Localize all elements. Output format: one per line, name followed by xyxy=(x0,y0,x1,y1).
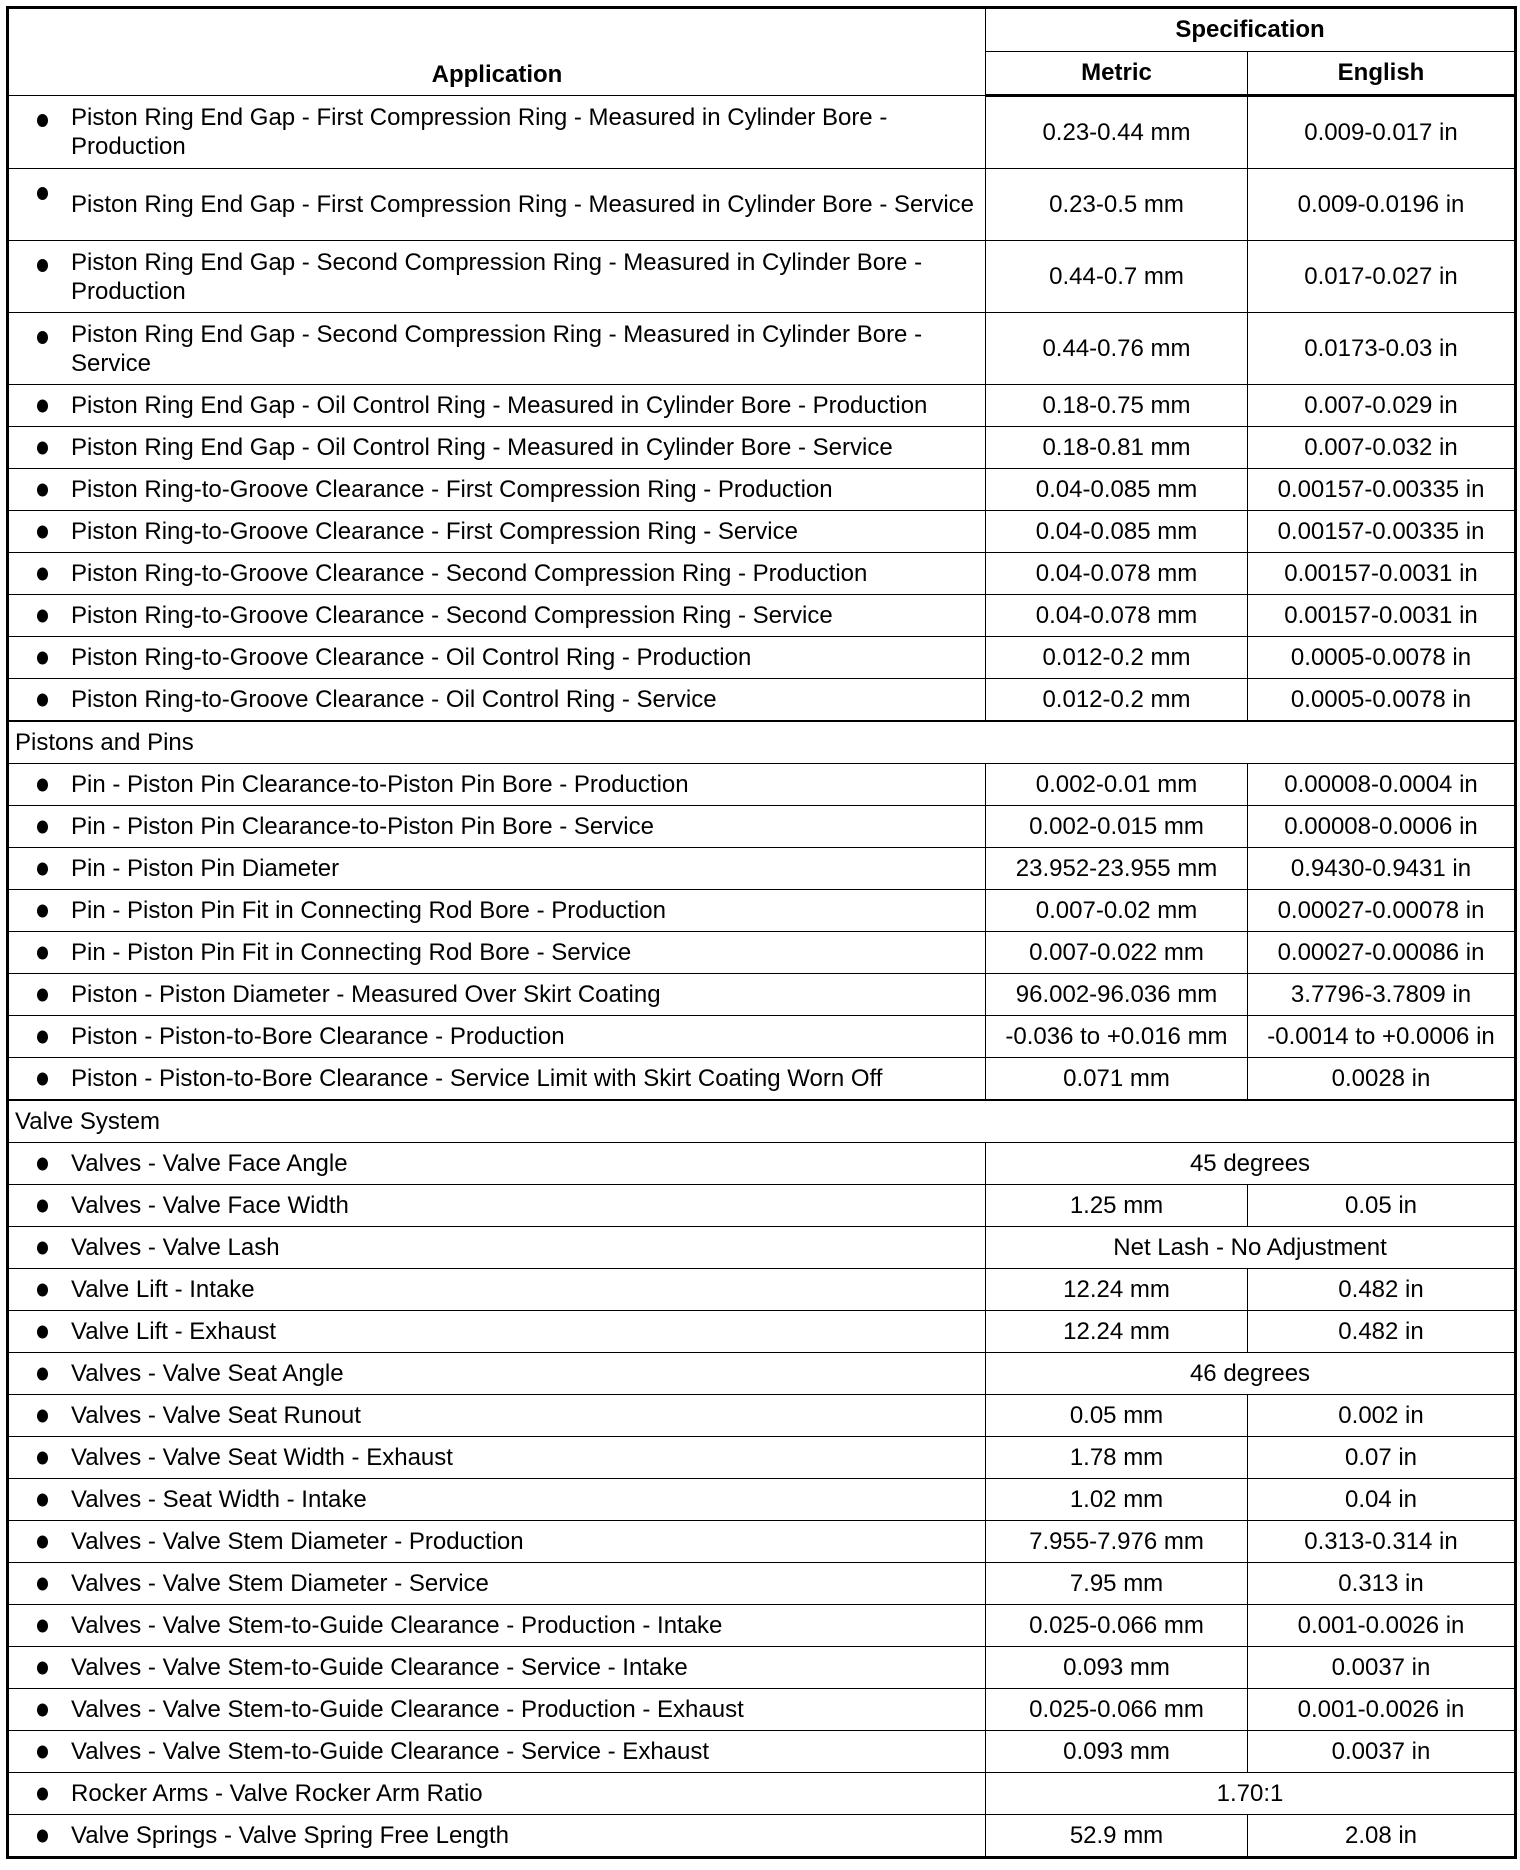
spec-value-cell: 1.70:1 xyxy=(986,1773,1516,1815)
bullet-icon xyxy=(37,1283,48,1296)
english-cell: 0.00008-0.0004 in xyxy=(1248,764,1516,806)
application-text: Piston Ring-to-Groove Clearance - First Compression Ring - Production xyxy=(71,476,833,503)
application-text: Valves - Valve Lash xyxy=(71,1234,280,1261)
application-text: Piston Ring-to-Groove Clearance - First Compression Ring - Service xyxy=(71,518,798,545)
application-cell xyxy=(8,1689,986,1731)
bullet-icon xyxy=(37,259,48,272)
application-cell xyxy=(8,1815,986,1858)
metric-cell: 0.007-0.022 mm xyxy=(986,932,1248,974)
bullet-icon xyxy=(37,651,48,664)
english-cell: 0.482 in xyxy=(1248,1311,1516,1353)
english-cell: 0.482 in xyxy=(1248,1269,1516,1311)
table-row xyxy=(8,1521,1516,1563)
bullet-icon xyxy=(37,820,48,833)
table-row xyxy=(8,1563,1516,1605)
english-cell: 0.313 in xyxy=(1248,1563,1516,1605)
bullet-icon xyxy=(37,567,48,580)
metric-cell: 0.23-0.44 mm xyxy=(986,96,1248,169)
application-cell xyxy=(8,595,986,637)
table-row xyxy=(8,1395,1516,1437)
bullet-icon xyxy=(37,1367,48,1380)
application-text: Piston Ring-to-Groove Clearance - Oil Control Ring - Service xyxy=(71,686,717,713)
spec-value-cell: 45 degrees xyxy=(986,1143,1516,1185)
metric-cell: 96.002-96.036 mm xyxy=(986,974,1248,1016)
bullet-icon xyxy=(37,988,48,1001)
table-row xyxy=(8,764,1516,806)
table-row xyxy=(8,511,1516,553)
table-row xyxy=(8,1185,1516,1227)
bullet-icon xyxy=(37,1535,48,1548)
application-cell xyxy=(8,974,986,1016)
english-cell: 0.00027-0.00078 in xyxy=(1248,890,1516,932)
spec-value-cell: 46 degrees xyxy=(986,1353,1516,1395)
metric-cell: 7.955-7.976 mm xyxy=(986,1521,1248,1563)
metric-cell: 0.04-0.078 mm xyxy=(986,595,1248,637)
application-text: Pin - Piston Pin Clearance-to-Piston Pin Bore - Production xyxy=(71,771,689,798)
table-row xyxy=(8,385,1516,427)
bullet-icon xyxy=(37,1325,48,1338)
application-cell xyxy=(8,1058,986,1101)
application-text: Pin - Piston Pin Fit in Connecting Rod Bore - Production xyxy=(71,897,666,924)
application-text: Pin - Piston Pin Clearance-to-Piston Pin Bore - Service xyxy=(71,813,654,840)
application-cell xyxy=(8,385,986,427)
application-text: Piston Ring End Gap - Second Compression Ring - Measured in Cylinder Bore - Service xyxy=(71,320,923,377)
application-text: Piston Ring-to-Groove Clearance - Second Compression Ring - Production xyxy=(71,560,868,587)
metric-cell: 0.093 mm xyxy=(986,1731,1248,1773)
bullet-icon xyxy=(37,1409,48,1422)
table-row xyxy=(8,1689,1516,1731)
table-row xyxy=(8,890,1516,932)
bullet-icon xyxy=(37,331,48,344)
application-cell xyxy=(8,1521,986,1563)
application-text: Valves - Valve Stem Diameter - Service xyxy=(71,1570,489,1597)
application-cell xyxy=(8,679,986,722)
bullet-icon xyxy=(37,187,48,200)
application-cell xyxy=(8,1143,986,1185)
application-text: Pin - Piston Pin Fit in Connecting Rod Bore - Service xyxy=(71,939,632,966)
application-cell xyxy=(8,848,986,890)
table-row xyxy=(8,1058,1516,1101)
metric-cell: 1.25 mm xyxy=(986,1185,1248,1227)
application-text: Piston Ring-to-Groove Clearance - Second Compression Ring - Service xyxy=(71,602,833,629)
english-cell: 0.0037 in xyxy=(1248,1647,1516,1689)
bullet-icon xyxy=(37,441,48,454)
bullet-icon xyxy=(37,1829,48,1842)
application-text: Valves - Valve Stem-to-Guide Clearance - Service - Exhaust xyxy=(71,1738,710,1765)
metric-cell: 0.44-0.7 mm xyxy=(986,241,1248,313)
application-cell xyxy=(8,169,986,241)
table-row xyxy=(8,1479,1516,1521)
bullet-icon xyxy=(37,1493,48,1506)
application-text: Valves - Valve Stem Diameter - Production xyxy=(71,1528,524,1555)
english-cell: 0.00027-0.00086 in xyxy=(1248,932,1516,974)
metric-cell: 23.952-23.955 mm xyxy=(986,848,1248,890)
application-text: Piston Ring End Gap - Oil Control Ring - Measured in Cylinder Bore - Production xyxy=(71,392,928,419)
application-text: Piston Ring End Gap - First Compression Ring - Measured in Cylinder Bore - Service xyxy=(71,191,975,218)
english-cell: 0.001-0.0026 in xyxy=(1248,1605,1516,1647)
application-text: Valve Lift - Intake xyxy=(71,1276,255,1303)
metric-cell: 0.05 mm xyxy=(986,1395,1248,1437)
bullet-icon xyxy=(37,1199,48,1212)
bullet-icon xyxy=(37,609,48,622)
application-cell xyxy=(8,1437,986,1479)
table-row xyxy=(8,1016,1516,1058)
bullet-icon xyxy=(37,525,48,538)
metric-cell: 0.012-0.2 mm xyxy=(986,679,1248,722)
application-cell xyxy=(8,553,986,595)
application-cell xyxy=(8,764,986,806)
application-text: Piston - Piston-to-Bore Clearance - Production xyxy=(71,1023,565,1050)
application-text: Rocker Arms - Valve Rocker Arm Ratio xyxy=(71,1780,483,1807)
bullet-icon xyxy=(37,1577,48,1590)
table-row xyxy=(8,1311,1516,1353)
metric-cell: 0.012-0.2 mm xyxy=(986,637,1248,679)
metric-header: Metric xyxy=(986,52,1248,96)
english-cell: 0.0005-0.0078 in xyxy=(1248,679,1516,722)
english-cell: -0.0014 to +0.0006 in xyxy=(1248,1016,1516,1058)
metric-cell: 0.18-0.81 mm xyxy=(986,427,1248,469)
section-row xyxy=(8,1100,1516,1143)
table-row xyxy=(8,637,1516,679)
application-cell xyxy=(8,1353,986,1395)
section-title: Pistons and Pins xyxy=(8,721,1516,764)
application-cell xyxy=(8,1563,986,1605)
application-text: Piston Ring End Gap - Oil Control Ring - Measured in Cylinder Bore - Service xyxy=(71,434,893,461)
application-cell xyxy=(8,1227,986,1269)
application-cell xyxy=(8,241,986,313)
bullet-icon xyxy=(37,1451,48,1464)
section-row xyxy=(8,721,1516,764)
english-cell: 0.00157-0.00335 in xyxy=(1248,469,1516,511)
bullet-icon xyxy=(37,1745,48,1758)
metric-cell: -0.036 to +0.016 mm xyxy=(986,1016,1248,1058)
english-cell: 0.9430-0.9431 in xyxy=(1248,848,1516,890)
english-cell: 0.001-0.0026 in xyxy=(1248,1689,1516,1731)
metric-cell: 52.9 mm xyxy=(986,1815,1248,1858)
english-cell: 0.007-0.029 in xyxy=(1248,385,1516,427)
english-cell: 2.08 in xyxy=(1248,1815,1516,1858)
application-text: Piston - Piston-to-Bore Clearance - Service Limit with Skirt Coating Worn Off xyxy=(71,1065,883,1092)
application-cell xyxy=(8,1311,986,1353)
bullet-icon xyxy=(37,904,48,917)
bullet-icon xyxy=(37,1787,48,1800)
english-cell: 0.05 in xyxy=(1248,1185,1516,1227)
table-row xyxy=(8,932,1516,974)
metric-cell: 0.23-0.5 mm xyxy=(986,169,1248,241)
metric-cell: 0.04-0.085 mm xyxy=(986,469,1248,511)
metric-cell: 12.24 mm xyxy=(986,1311,1248,1353)
bullet-icon xyxy=(37,1072,48,1085)
metric-cell: 12.24 mm xyxy=(986,1269,1248,1311)
specification-table xyxy=(6,6,1517,1859)
english-cell: 0.00157-0.00335 in xyxy=(1248,511,1516,553)
english-cell: 0.002 in xyxy=(1248,1395,1516,1437)
bullet-icon xyxy=(37,114,48,127)
bullet-icon xyxy=(37,862,48,875)
application-text: Piston Ring-to-Groove Clearance - Oil Control Ring - Production xyxy=(71,644,752,671)
english-cell: 0.00157-0.0031 in xyxy=(1248,595,1516,637)
bullet-icon xyxy=(37,1703,48,1716)
table-row xyxy=(8,169,1516,241)
table-row xyxy=(8,1647,1516,1689)
table-row xyxy=(8,974,1516,1016)
application-text: Valves - Valve Seat Runout xyxy=(71,1402,361,1429)
application-text: Pin - Piston Pin Diameter xyxy=(71,855,340,882)
table-row xyxy=(8,1269,1516,1311)
table-row xyxy=(8,241,1516,313)
table-row xyxy=(8,427,1516,469)
table-row xyxy=(8,806,1516,848)
application-cell xyxy=(8,1016,986,1058)
bullet-icon xyxy=(37,778,48,791)
metric-cell: 0.04-0.078 mm xyxy=(986,553,1248,595)
english-header: English xyxy=(1248,52,1516,96)
application-cell xyxy=(8,637,986,679)
english-cell: 0.04 in xyxy=(1248,1479,1516,1521)
english-cell: 0.00008-0.0006 in xyxy=(1248,806,1516,848)
bullet-icon xyxy=(37,1157,48,1170)
table-row xyxy=(8,1605,1516,1647)
application-text: Valves - Valve Seat Width - Exhaust xyxy=(71,1444,453,1471)
application-text: Valves - Valve Stem-to-Guide Clearance - Production - Intake xyxy=(71,1612,723,1639)
table-row xyxy=(8,1815,1516,1858)
english-cell: 0.007-0.032 in xyxy=(1248,427,1516,469)
application-cell xyxy=(8,1731,986,1773)
application-cell xyxy=(8,427,986,469)
english-cell: 0.0037 in xyxy=(1248,1731,1516,1773)
english-cell: 0.00157-0.0031 in xyxy=(1248,553,1516,595)
application-text: Piston Ring End Gap - First Compression Ring - Measured in Cylinder Bore - Production xyxy=(71,104,888,160)
table-row xyxy=(8,595,1516,637)
table-row xyxy=(8,1143,1516,1185)
spec-value-cell: Net Lash - No Adjustment xyxy=(986,1227,1516,1269)
metric-cell: 0.093 mm xyxy=(986,1647,1248,1689)
table-row xyxy=(8,679,1516,722)
table-row xyxy=(8,313,1516,385)
metric-cell: 0.071 mm xyxy=(986,1058,1248,1101)
bullet-icon xyxy=(37,1030,48,1043)
metric-cell: 0.025-0.066 mm xyxy=(986,1689,1248,1731)
application-cell xyxy=(8,313,986,385)
metric-cell: 1.02 mm xyxy=(986,1479,1248,1521)
table-row xyxy=(8,96,1516,169)
metric-cell: 0.44-0.76 mm xyxy=(986,313,1248,385)
application-text: Valves - Valve Face Width xyxy=(71,1192,349,1219)
bullet-icon xyxy=(37,1241,48,1254)
application-text: Piston - Piston Diameter - Measured Over Skirt Coating xyxy=(71,981,661,1008)
application-text: Piston Ring End Gap - Second Compression Ring - Measured in Cylinder Bore - Production xyxy=(71,248,923,305)
application-cell xyxy=(8,1269,986,1311)
application-text: Valves - Valve Stem-to-Guide Clearance - Service - Intake xyxy=(71,1654,688,1681)
english-cell: 0.009-0.017 in xyxy=(1248,96,1516,169)
application-cell xyxy=(8,511,986,553)
english-cell: 0.009-0.0196 in xyxy=(1248,169,1516,241)
table-row xyxy=(8,1227,1516,1269)
application-cell xyxy=(8,1479,986,1521)
table-row xyxy=(8,1773,1516,1815)
bullet-icon xyxy=(37,1619,48,1632)
application-header: Application xyxy=(8,8,986,96)
metric-cell: 7.95 mm xyxy=(986,1563,1248,1605)
bullet-icon xyxy=(37,693,48,706)
application-cell xyxy=(8,1647,986,1689)
application-text: Valves - Valve Face Angle xyxy=(71,1150,348,1177)
application-cell xyxy=(8,806,986,848)
english-cell: 0.313-0.314 in xyxy=(1248,1521,1516,1563)
application-text: Valve Springs - Valve Spring Free Length xyxy=(71,1822,510,1849)
metric-cell: 0.04-0.085 mm xyxy=(986,511,1248,553)
table-body xyxy=(8,96,1516,1858)
application-cell xyxy=(8,1773,986,1815)
metric-cell: 0.002-0.01 mm xyxy=(986,764,1248,806)
bullet-icon xyxy=(37,1661,48,1674)
table-row xyxy=(8,469,1516,511)
english-cell: 0.0028 in xyxy=(1248,1058,1516,1101)
application-text: Valve Lift - Exhaust xyxy=(71,1318,276,1345)
english-cell: 0.07 in xyxy=(1248,1437,1516,1479)
application-text: Valves - Seat Width - Intake xyxy=(71,1486,367,1513)
application-cell xyxy=(8,1395,986,1437)
table-row xyxy=(8,848,1516,890)
english-cell: 3.7796-3.7809 in xyxy=(1248,974,1516,1016)
application-cell xyxy=(8,932,986,974)
metric-cell: 0.007-0.02 mm xyxy=(986,890,1248,932)
application-cell xyxy=(8,96,986,169)
table-row xyxy=(8,1353,1516,1395)
table-row xyxy=(8,1437,1516,1479)
table-row xyxy=(8,553,1516,595)
english-cell: 0.0173-0.03 in xyxy=(1248,313,1516,385)
table-row xyxy=(8,1731,1516,1773)
application-text: Valves - Valve Stem-to-Guide Clearance - Production - Exhaust xyxy=(71,1696,744,1723)
metric-cell: 0.18-0.75 mm xyxy=(986,385,1248,427)
application-text: Valves - Valve Seat Angle xyxy=(71,1360,344,1387)
bullet-icon xyxy=(37,946,48,959)
metric-cell: 0.025-0.066 mm xyxy=(986,1605,1248,1647)
bullet-icon xyxy=(37,483,48,496)
section-title: Valve System xyxy=(8,1100,1516,1143)
application-cell xyxy=(8,890,986,932)
application-cell xyxy=(8,469,986,511)
english-cell: 0.0005-0.0078 in xyxy=(1248,637,1516,679)
application-cell xyxy=(8,1185,986,1227)
bullet-icon xyxy=(37,399,48,412)
metric-cell: 0.002-0.015 mm xyxy=(986,806,1248,848)
metric-cell: 1.78 mm xyxy=(986,1437,1248,1479)
specification-header: Specification xyxy=(986,8,1516,52)
application-cell xyxy=(8,1605,986,1647)
english-cell: 0.017-0.027 in xyxy=(1248,241,1516,313)
